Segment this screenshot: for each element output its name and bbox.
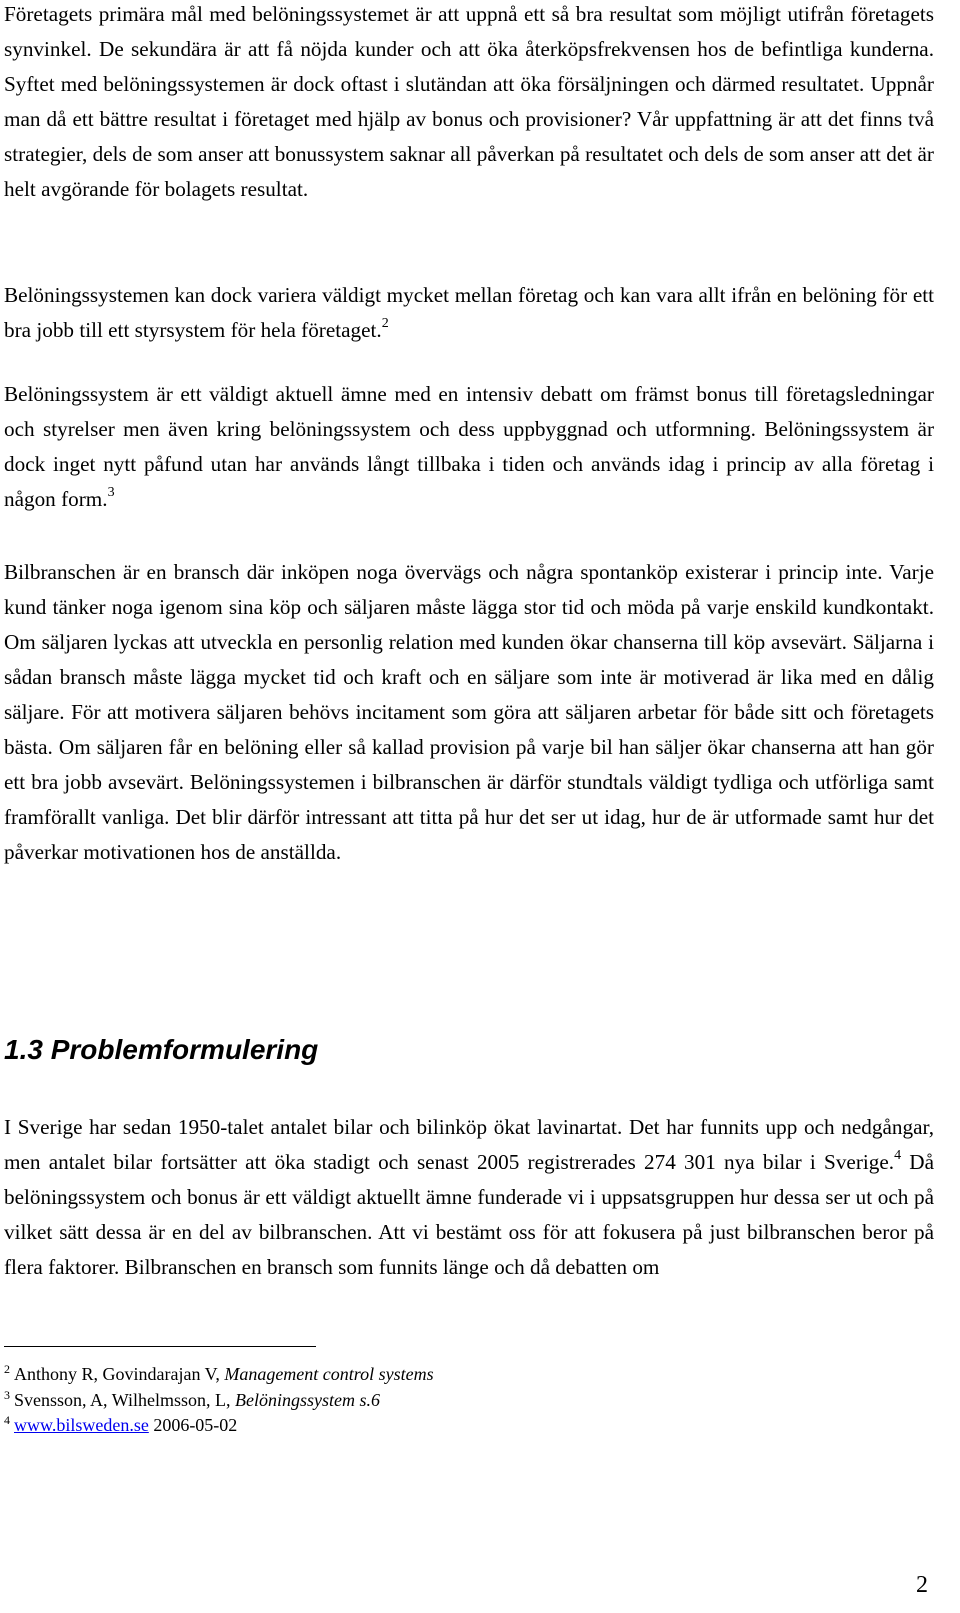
footnote-title: Belöningssystem s.6 bbox=[234, 1389, 380, 1410]
footnote-ref-4: 4 bbox=[894, 1148, 902, 1163]
footnotes bbox=[4, 1362, 934, 1439]
paragraph-3 bbox=[4, 377, 934, 517]
footnote-text: 2006-05-02 bbox=[148, 1415, 238, 1435]
paragraph-5-text-b: Då belöningssystem och bonus är ett väldigt aktuellt ämne funderade vi i uppsatsgruppen hur dessa ser ut och på vilket sätt dessa är en del av bilbranschen. Att vi bestämt oss för att fokusera på just bilbranschen beror på flera faktorer. Bilbranschen en bransch som funnits länge och då debatten om bbox=[4, 1150, 934, 1279]
footnote-number: 4 bbox=[4, 1413, 10, 1427]
footnote-title: Management control systems bbox=[224, 1364, 434, 1384]
paragraph-2-text: Belöningssystemen kan dock variera väldigt mycket mellan företag och kan vara allt ifrån en belöning för ett bra jobb till ett styrsystem för hela företaget. bbox=[4, 283, 934, 342]
footnote-2 bbox=[4, 1362, 934, 1388]
footnote-number: 3 bbox=[4, 1387, 10, 1402]
footnote-ref-2: 2 bbox=[381, 316, 389, 331]
footnote-4 bbox=[4, 1413, 934, 1439]
paragraph-5 bbox=[4, 1110, 934, 1285]
paragraph-3-text: Belöningssystem är ett väldigt aktuell ämne med en intensiv debatt om främst bonus till företagsledningar och styrelser men även kring belöningssystem och dess uppbyggnad och utformning. Belöningssystem är dock inget nytt påfund utan har används långt tillbaka i tiden och används idag i princip av alla företag i någon form. bbox=[4, 382, 934, 511]
footnote-separator bbox=[4, 1346, 316, 1347]
footnote-text: Anthony R, Govindarajan V, bbox=[14, 1364, 225, 1384]
footnote-ref-3: 3 bbox=[107, 485, 115, 500]
paragraph-4: Bilbranschen är en bransch där inköpen noga övervägs och några spontanköp existerar i princip inte. Varje kund tänker noga igenom sina köp och säljaren måste lägga stor tid och möda på varje enskild kundkontakt. Om säljaren lyckas att utveckla en personlig relation med kunden ökar chanserna till köp avsevärt. Säljarna i sådan bransch måste lägga mycket tid och kraft och en säljare som inte är motiverad är lika med en dålig säljare. För att motivera säljaren behövs incitament som göra att säljaren arbetar för både sitt och företagets bästa. Om säljaren får en belöning eller så kallad provision på varje bil han säljer ökar chanserna att han gör ett bra jobb avsevärt. Belöningssystemen i bilbranschen är därför stundtals väldigt tydliga och utförliga samt framförallt vanliga. Det blir därför intressant att titta på hur det ser ut idag, hur de är utformade samt hur det påverkar motivationen hos de anställda. bbox=[4, 560, 934, 864]
footnote-number: 2 bbox=[4, 1362, 10, 1376]
paragraph-5-text-a: I Sverige har sedan 1950-talet antalet bilar och bilinköp ökat lavinartat. Det har funnits upp och nedgångar, men antalet bilar fortsätter att öka stadigt och senast 2005 registrerades 274 301 nya bilar i Sverige. bbox=[4, 1115, 934, 1174]
paragraph-2 bbox=[4, 278, 934, 348]
section-heading: 1.3 Problemformulering bbox=[4, 1034, 319, 1065]
paragraph-1: Företagets primära mål med belöningssystemet är att uppnå ett så bra resultat som möjligt utifrån företagets synvinkel. De sekundära är att få nöjda kunder och att öka återköpsfrekvensen hos de befintliga kunderna. Syftet med belöningssystemen är dock oftast i slutändan att öka försäljningen och därmed resultatet. Uppnår man då ett bättre resultat i företaget med hjälp av bonus och provisioner? Vår uppfattning är att det finns två strategier, dels de som anser att bonussystem saknar all påverkan på resultatet och dels de som anser att det är helt avgörande för bolagets resultat. bbox=[4, 2, 934, 201]
footnote-3 bbox=[4, 1388, 934, 1414]
footnote-link[interactable]: www.bilsweden.se bbox=[14, 1415, 149, 1435]
footnote-text: Svensson, A, Wilhelmsson, L, bbox=[14, 1389, 235, 1410]
page-number: 2 bbox=[916, 1572, 928, 1598]
